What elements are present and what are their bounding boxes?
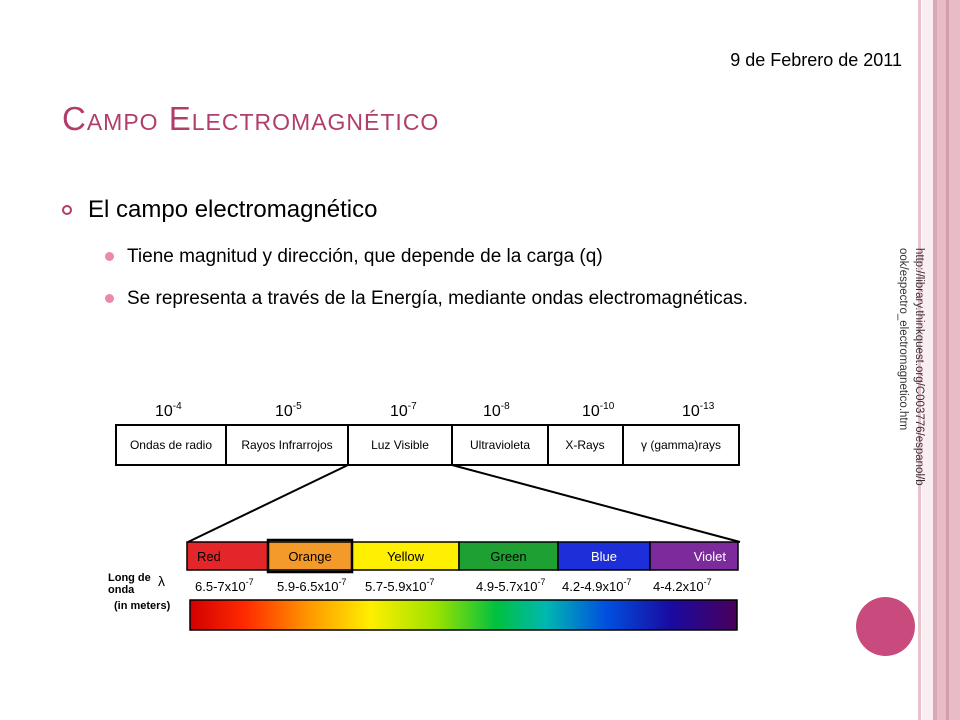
exponent-row xyxy=(155,401,715,420)
dot-bullet-icon xyxy=(105,294,114,303)
exponent-label: $10^{-8}$ xyxy=(483,401,510,420)
band-label: X-Rays xyxy=(565,438,605,452)
wavelength-range: $6.5-7x10^{-7}$ xyxy=(195,577,254,594)
color-band-label: Blue xyxy=(590,549,618,564)
band-label: Ondas de radio xyxy=(129,438,213,452)
bullet-text: Se representa a través de la Energía, mediante ondas electromagnéticas. xyxy=(127,288,749,309)
electromagnetic-spectrum-diagram xyxy=(100,392,750,637)
band-label: Ultravioleta xyxy=(469,438,531,452)
ring-bullet-icon xyxy=(62,205,72,215)
wavelength-range-row xyxy=(195,577,712,594)
color-band-label: Orange xyxy=(288,549,332,564)
bullet-level1-text: El campo electromagnético xyxy=(88,196,378,223)
exponent-label: $10^{-5}$ xyxy=(275,401,302,420)
color-band-label: Violet xyxy=(693,549,726,564)
wavelength-range: $4.2-4.9x10^{-7}$ xyxy=(562,577,632,594)
color-band-label: Red xyxy=(197,549,221,564)
bullet-text: Tiene magnitud y dirección, que depende de la carga (q) xyxy=(127,246,603,267)
wavelength-range: $4-4.2x10^{-7}$ xyxy=(653,577,712,594)
dot-bullet-icon xyxy=(105,252,114,261)
bullet-level2 xyxy=(127,284,827,313)
exponent-label: $10^{-7}$ xyxy=(390,401,417,420)
visible-color-row xyxy=(187,540,738,572)
decorative-circle xyxy=(856,597,915,656)
wavelength-range: $5.9-6.5x10^{-7}$ xyxy=(277,577,347,594)
color-band-label: Green xyxy=(490,549,527,564)
wavelength-unit: (in meters) xyxy=(114,600,171,612)
band-label: Rayos Infrarrojos xyxy=(241,438,333,452)
source-url[interactable] xyxy=(871,248,927,498)
spectrum-gradient-bar xyxy=(190,600,737,630)
slide-title: Campo Electromagnético xyxy=(62,100,440,137)
exponent-label: $10^{-10}$ xyxy=(582,401,615,420)
wavelength-label: Long de xyxy=(108,572,151,584)
wavelength-label: onda xyxy=(108,584,135,596)
source-url-line: ook/espectro_electromagnetico.htm xyxy=(897,248,909,431)
bullet-level1 xyxy=(88,196,377,224)
slide-date: 9 de Febrero de 2011 xyxy=(730,50,902,70)
zoom-line-right xyxy=(452,465,740,542)
exponent-label: $10^{-13}$ xyxy=(682,401,715,420)
source-url-line: http://library.thinkquest.org/C003776/espanol/b xyxy=(913,248,925,486)
band-label: Luz Visible xyxy=(371,438,429,452)
wavelength-range: $5.7-5.9x10^{-7}$ xyxy=(365,577,435,594)
color-band-label: Yellow xyxy=(386,549,425,564)
exponent-label: $10^{-4}$ xyxy=(155,401,182,420)
lambda-symbol: λ xyxy=(158,573,165,589)
wavelength-range: $4.9-5.7x10^{-7}$ xyxy=(476,577,546,594)
band-label: γ (gamma)rays xyxy=(640,438,722,452)
side-stripe xyxy=(946,0,949,720)
zoom-line-left xyxy=(188,465,348,542)
bullet-level2 xyxy=(127,242,827,271)
